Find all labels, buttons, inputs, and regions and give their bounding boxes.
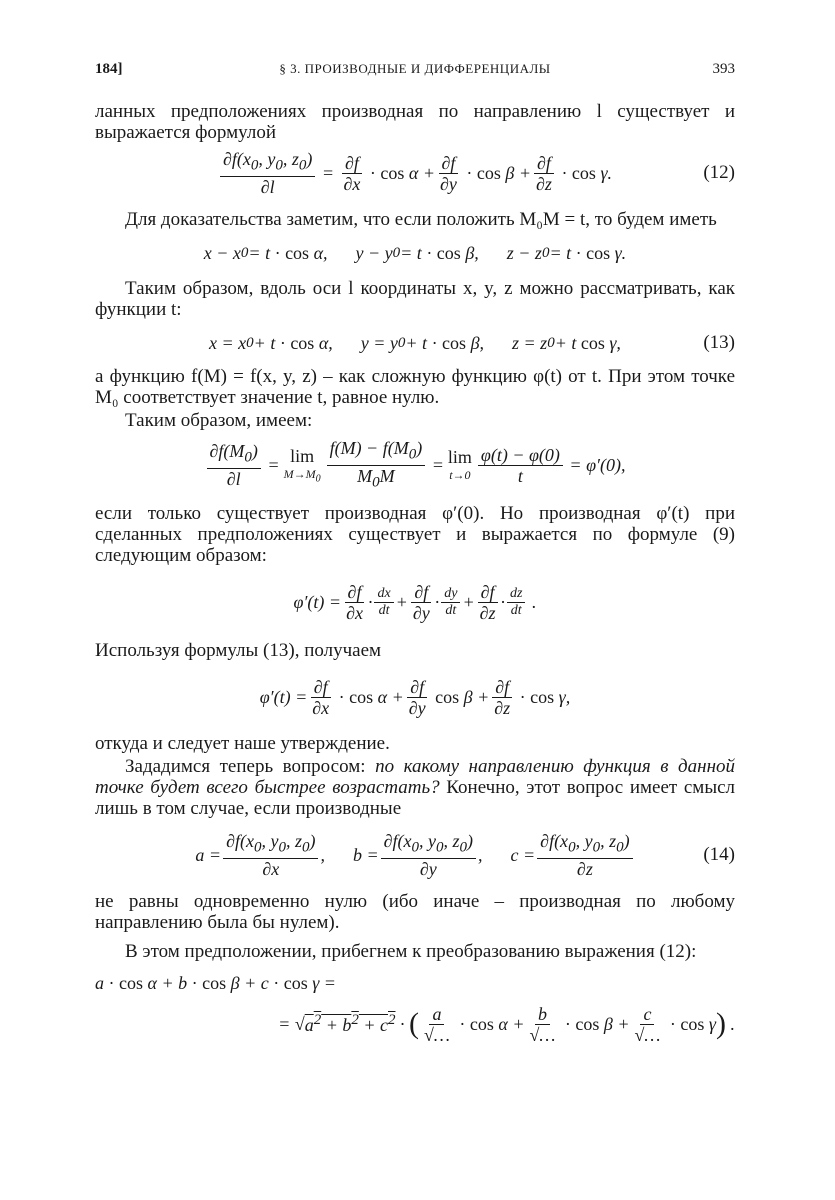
paragraph-8: откуда и следует наше утверждение. (95, 733, 390, 754)
page-number: 393 (712, 61, 735, 77)
equation-phi-prime: φ′(t) = $\frac{\partial f}{\partial x}$ · cos α + $\frac{\partial f}{\partial y}$ cos β + $\frac{\partial f}{\partial z}$ · cos γ, (259, 676, 571, 718)
paragraph-3: Таким образом, вдоль оси l координаты x, y, z можно рассматривать, как функции t: (95, 278, 735, 320)
paragraph-5: Таким образом, имеем: (125, 410, 313, 431)
equation-14: a = $\frac{\partial f(x_0, y_0, z_0)}{\partial x}$ , b = $\frac{\partial f(x_0, y_0, z_0)}{\partial y}$ , c = $\frac{\partial f(x_0, y_0, z_0)}{\partial z}$ (14) (195, 831, 735, 879)
paragraph-11: В этом предположении, прибегнем к преобразованию выражения (12): (125, 941, 697, 962)
equation-13: x = x 0 + t · cos α, y = y 0 + t · cos β, z = z 0 + t cos γ, (13) (209, 332, 735, 353)
equation-coords: x − x 0 = t · cos α, y − y 0 = t · cos β, z − z 0 = t · cos γ. (203, 242, 627, 263)
equation-number-14: (14) (703, 844, 735, 865)
paragraph-6: если только существует производная φ′(0). Но производная φ′(t) при сделанных предположениях существует и выражается по формуле (9) следующим образом: (95, 503, 735, 566)
equation-number-12: (12) (703, 162, 735, 183)
equation-number-13: (13) (703, 332, 735, 353)
paragraph-10: не равны одновременно нулю (ибо иначе – производная по любому направлению была бы нулем). (95, 891, 735, 933)
paragraph-7: Используя формулы (13), получаем (95, 640, 382, 661)
equation-limit: $\frac{\partial f(M_0)}{\partial l}$ = lim $M\to M_0$ $\frac{f(M) - f(M_0)}{M_0M}$ = lim t→0 $\frac{\varphi(t) - \varphi(0)}{t}$ = φ′(0), (95, 439, 735, 491)
running-title: § 3. ПРОИЗВОДНЫЕ И ДИФФЕРЕНЦИАЛЫ (279, 61, 551, 76)
paragraph-1: ланных предположениях производная по направлению l существует и выражается формулой (95, 101, 735, 143)
paragraph-9 (95, 756, 735, 819)
equation-expression-left: a · cos α + b · cos β + c · cos γ = (95, 972, 336, 993)
paragraph-9-question: по какому направлению функция в данной точке будет всего быстрее возрастать? (95, 756, 735, 798)
paragraph-2: Для доказательства заметим, что если положить M₀M = t, то будем иметь (125, 209, 717, 230)
paragraph-9-end: Конечно, этот вопрос имеет смысл лишь в том случае, если производные (95, 777, 735, 819)
equation-expression-right: = √ $a^2 + b^2 + c^2$ · ( $\frac{a}{√\dots}$ · cos α + $\frac{b}{√\dots}$ · cos β + $\frac{c}{√\dots}$ · cos γ ) . (278, 1003, 735, 1045)
paragraph-9-start: Зададимся теперь вопросом: (125, 756, 376, 777)
paragraph-4: а функцию f(M) = f(x, y, z) – как сложную функцию φ(t) от t. При этом точке M₀ соответствует значение t, равное нулю. (95, 366, 735, 408)
page-header (95, 55, 735, 85)
section-ref: 184] (95, 61, 123, 77)
equation-chain-rule: φ′(t) = $\frac{\partial f}{\partial x}$ · $\frac{dx}{dt}$ + $\frac{\partial f}{\partial y}$ · $\frac{dy}{dt}$ + $\frac{\partial f}{\partial z}$ · $\frac{dz}{dt}$ . (293, 581, 537, 623)
equation-12: $\frac{\partial f(x_0, y_0, z_0)}{\partial l}$ = $\frac{\partial f}{\partial x}$ · cos α + $\frac{\partial f}{\partial y}$ · cos β + $\frac{\partial f}{\partial z}$ · cos γ. (12) (95, 149, 735, 197)
book-page (95, 55, 735, 1048)
